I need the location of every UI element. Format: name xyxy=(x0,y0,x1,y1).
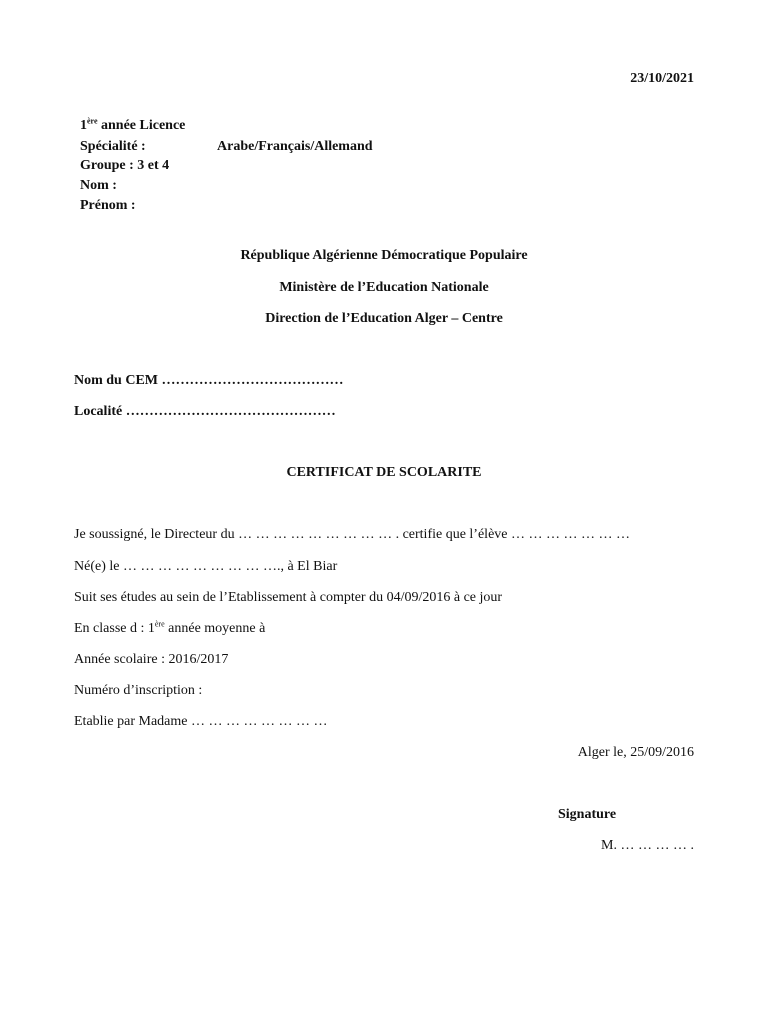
body-line-studies: Suit ses études au sein de l’Etablissement à compter du 04/09/2016 à ce jour xyxy=(74,590,503,605)
class-prefix: En classe d : 1 xyxy=(74,621,155,636)
year-licence xyxy=(80,117,185,135)
body-line-registration: Numéro d’inscription : xyxy=(74,683,203,698)
institution-republic: République Algérienne Démocratique Populaire xyxy=(240,248,528,263)
certificate-title: CERTIFICAT DE SCOLARITE xyxy=(286,465,482,480)
localite-field: Localité ……………………………………… xyxy=(74,404,336,419)
body-line-director: Je soussigné, le Directeur du … … … … … … … … … . certifie que l’élève … … … … … … … xyxy=(74,527,631,542)
cem-name-field: Nom du CEM ………………………………… xyxy=(74,373,344,388)
body-line-birth: Né(e) le … … … … … … … … …., à El Biar xyxy=(74,559,338,574)
year-label: année Licence xyxy=(97,118,186,133)
prenom-field: Prénom : xyxy=(80,198,136,213)
body-line-class xyxy=(74,620,265,638)
specialite-label: Spécialité : xyxy=(80,139,146,154)
signature-name: M. … … … … . xyxy=(601,838,694,853)
specialite-value: Arabe/Français/Allemand xyxy=(217,139,373,154)
place-date: Alger le, 25/09/2016 xyxy=(577,745,694,760)
year-number: 1 xyxy=(80,118,87,133)
top-date: 23/10/2021 xyxy=(630,71,694,86)
signature-label: Signature xyxy=(558,807,617,822)
groupe-field: Groupe : 3 et 4 xyxy=(80,158,170,173)
nom-field: Nom : xyxy=(80,178,117,193)
institution-direction: Direction de l’Education Alger – Centre xyxy=(265,311,503,326)
body-line-school-year: Année scolaire : 2016/2017 xyxy=(74,652,229,667)
institution-ministry: Ministère de l’Education Nationale xyxy=(279,280,489,295)
class-suffix: année moyenne à xyxy=(164,621,266,636)
class-ordinal: ère xyxy=(154,619,165,629)
body-line-established-by: Etablie par Madame … … … … … … … … xyxy=(74,714,328,729)
year-ordinal: ère xyxy=(87,116,98,126)
